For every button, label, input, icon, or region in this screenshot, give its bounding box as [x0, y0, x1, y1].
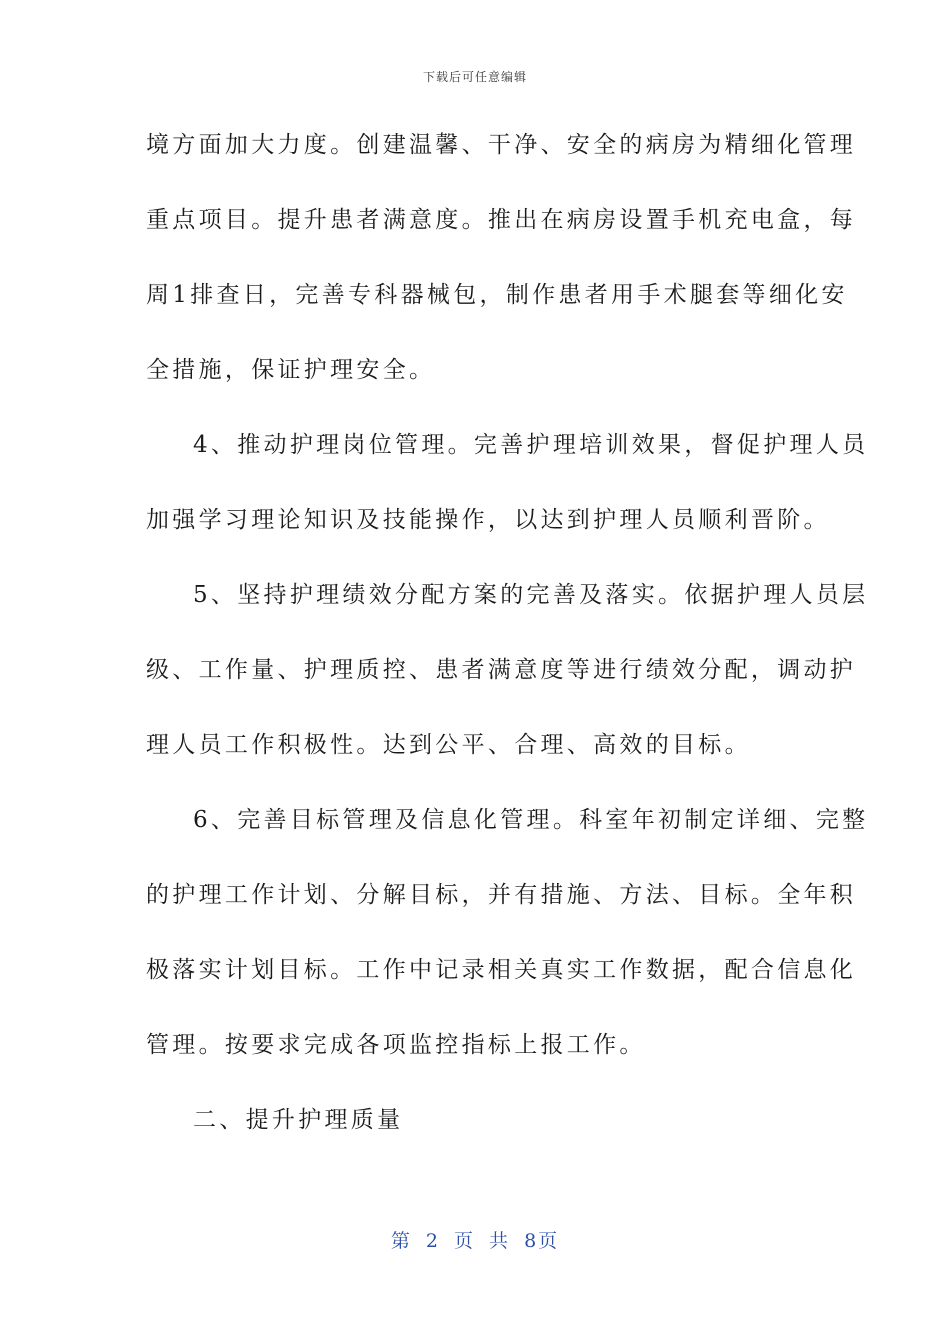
- section-heading: 二、提升护理质量: [193, 1107, 404, 1133]
- text-line: 5、坚持护理绩效分配方案的完善及落实。依据护理人员层: [193, 582, 869, 608]
- page-number: 第 2 页 共 8页: [390, 1230, 560, 1252]
- text-line: 加强学习理论知识及技能操作，以达到护理人员顺利晋阶。: [146, 507, 830, 533]
- text-line: 极落实计划目标。工作中记录相关真实工作数据，配合信息化: [146, 957, 857, 983]
- text-line: 管理。按要求完成各项监控指标上报工作。: [146, 1032, 646, 1058]
- text-line: 6、完善目标管理及信息化管理。科室年初制定详细、完整: [193, 807, 869, 833]
- document-body: [146, 118, 869, 1168]
- text-line: 全措施，保证护理安全。: [146, 357, 436, 383]
- text-line: 理人员工作积极性。达到公平、合理、高效的目标。: [146, 732, 751, 758]
- text-line: 周1排查日，完善专科器械包，制作患者用手术腿套等细化安: [146, 282, 848, 308]
- text-line: 4、推动护理岗位管理。完善护理培训效果，督促护理人员: [193, 432, 869, 458]
- text-line: 重点项目。提升患者满意度。推出在病房设置手机充电盒，每: [146, 207, 857, 233]
- text-line: 境方面加大力度。创建温馨、干净、安全的病房为精细化管理: [146, 132, 857, 158]
- download-note: 下载后可任意编辑: [422, 70, 527, 84]
- text-line: 级、工作量、护理质控、患者满意度等进行绩效分配，调动护: [146, 657, 857, 683]
- text-line: 的护理工作计划、分解目标，并有措施、方法、目标。全年积: [146, 882, 857, 908]
